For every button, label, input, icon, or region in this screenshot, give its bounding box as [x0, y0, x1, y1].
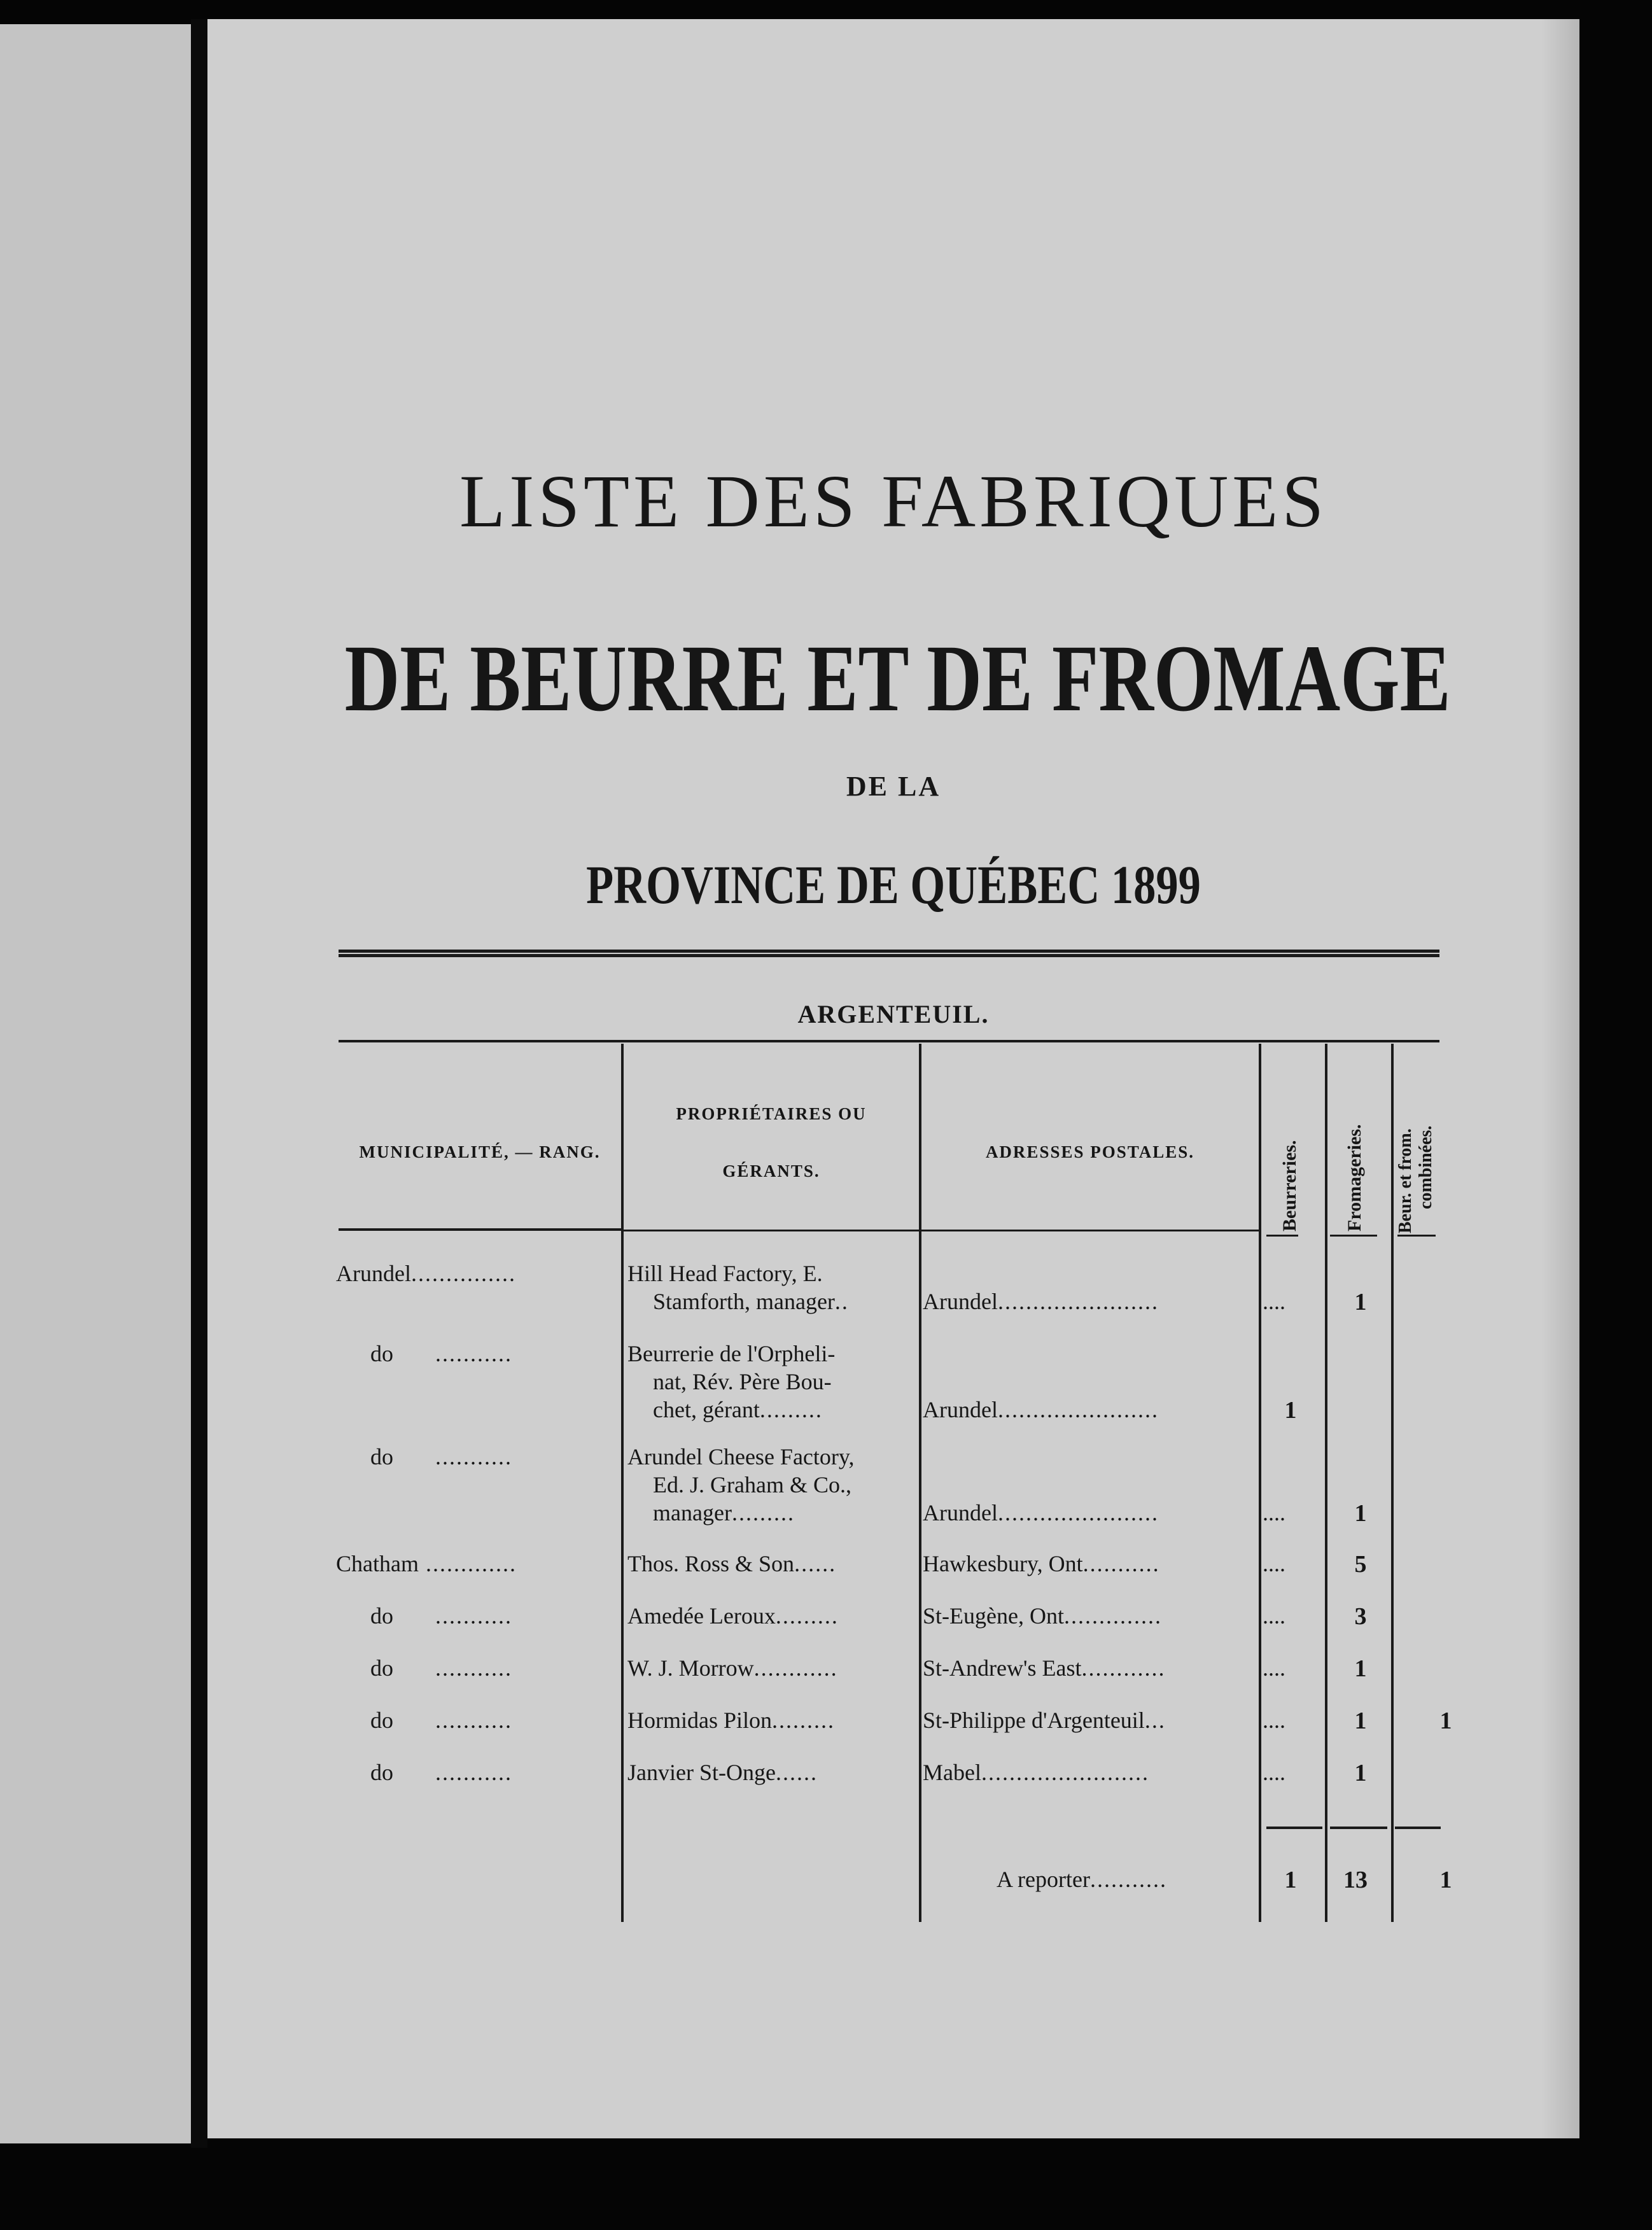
table-row-5-adresse: St-Eugène, Ont..............	[923, 1603, 1162, 1629]
table-row-5-fromageries: 3	[1354, 1603, 1367, 1630]
table-row-3-proprietaire-3: manager.........	[653, 1500, 795, 1525]
header-municipalite: MUNICIPALITÉ, — RANG.	[359, 1142, 601, 1161]
table-row-6-proprietaire-1: W. J. Morrow............	[627, 1655, 838, 1681]
table-row-2-adresse: Arundel.......................	[923, 1397, 1159, 1422]
table-row-4-adresse: Hawkesbury, Ont...........	[923, 1551, 1160, 1576]
table-row-1-beurreries: ....	[1263, 1289, 1285, 1314]
table-row-6-adresse: St-Andrew's East............	[923, 1655, 1166, 1681]
total-combinees: 1	[1439, 1867, 1452, 1893]
table-row-8-fromageries: 1	[1354, 1760, 1367, 1786]
table-row-4-beurreries: ....	[1263, 1551, 1285, 1576]
table-row-7-municipalite: do ...........	[370, 1708, 512, 1733]
table-row-3-municipalite: do ...........	[370, 1444, 512, 1469]
title-line-3: DE LA	[846, 771, 941, 802]
table-row-4-municipalite: Chatham .............	[336, 1551, 517, 1576]
col-divider-3	[1259, 1044, 1261, 1922]
table-row-1-municipalite: Arundel...............	[336, 1261, 516, 1286]
table-row-3-proprietaire-2: Ed. J. Graham & Co.,	[653, 1472, 851, 1497]
table-row-2-municipalite: do ...........	[370, 1341, 512, 1366]
table-row-1-proprietaire-2: Stamforth, manager..	[653, 1289, 849, 1314]
header-combinees-2: combinées.	[1416, 1125, 1436, 1209]
table-row-5-beurreries: ....	[1263, 1603, 1285, 1629]
table-row-8-adresse: Mabel........................	[923, 1760, 1149, 1785]
document-page	[207, 19, 1579, 2138]
total-fromageries: 13	[1343, 1867, 1368, 1893]
title-line-1: LISTE DES FABRIQUES	[459, 459, 1327, 543]
table-row-1-fromageries: 1	[1354, 1289, 1367, 1315]
table-row-7-beurreries: ....	[1263, 1708, 1285, 1733]
total-beurreries: 1	[1284, 1867, 1297, 1893]
table-row-1-adresse: Arundel.......................	[923, 1289, 1159, 1314]
table-row-3-adresse: Arundel.......................	[923, 1500, 1159, 1525]
table-row-1-proprietaire-1: Hill Head Factory, E.	[627, 1261, 823, 1286]
title-line-4: PROVINCE DE QUÉBEC 1899	[586, 854, 1201, 915]
col-divider-4	[1325, 1044, 1327, 1922]
header-beurreries: Beurreries.	[1279, 1140, 1300, 1231]
table-row-3-beurreries: ....	[1263, 1500, 1285, 1525]
table-row-6-beurreries: ....	[1263, 1655, 1285, 1681]
double-rule	[339, 950, 1439, 957]
section-heading: ARGENTEUIL.	[797, 1000, 990, 1028]
table-row-2-proprietaire-3: chet, gérant.........	[653, 1397, 823, 1422]
table-row-6-fromageries: 1	[1354, 1655, 1367, 1682]
table-row-7-adresse: St-Philippe d'Argenteuil...	[923, 1708, 1166, 1733]
facing-page-edge	[0, 24, 191, 2143]
total-label: A reporter...........	[997, 1867, 1167, 1892]
header-adresses: ADRESSES POSTALES.	[985, 1142, 1195, 1161]
title-line-2: DE BEURRE ET DE FROMAGE	[344, 626, 1451, 731]
table-row-5-municipalite: do ...........	[370, 1603, 512, 1629]
header-fromageries: Fromageries.	[1344, 1124, 1365, 1231]
table-row-3-proprietaire-1: Arundel Cheese Factory,	[627, 1444, 855, 1469]
header-proprietaires-1: PROPRIÉTAIRES OU	[676, 1104, 867, 1123]
table-row-7-fromageries: 1	[1354, 1708, 1367, 1734]
table-row-3-fromageries: 1	[1354, 1500, 1367, 1527]
table-row-8-proprietaire-1: Janvier St-Onge......	[627, 1760, 818, 1785]
table-row-7-proprietaire-1: Hormidas Pilon.........	[627, 1708, 836, 1733]
table-row-6-municipalite: do ...........	[370, 1655, 512, 1681]
gutter	[191, 19, 207, 2148]
table-row-4-fromageries: 5	[1354, 1551, 1367, 1578]
table-row-7-combinees: 1	[1439, 1708, 1452, 1734]
header-combinees-1: Beur. et from.	[1396, 1128, 1415, 1233]
table-row-2-proprietaire-2: nat, Rév. Père Bou-	[653, 1369, 832, 1394]
table-row-2-proprietaire-1: Beurrerie de l'Orpheli-	[627, 1341, 836, 1366]
header-proprietaires-2: GÉRANTS.	[722, 1161, 820, 1181]
table-top-rule	[339, 1040, 1439, 1042]
table-row-4-proprietaire-1: Thos. Ross & Son......	[627, 1551, 837, 1576]
table-row-8-beurreries: ....	[1263, 1760, 1285, 1785]
table-row-5-proprietaire-1: Amedée Leroux.........	[627, 1603, 839, 1629]
table-row-8-municipalite: do ...........	[370, 1760, 512, 1785]
table-row-2-beurreries: 1	[1284, 1397, 1297, 1424]
col-divider-5	[1391, 1044, 1394, 1922]
